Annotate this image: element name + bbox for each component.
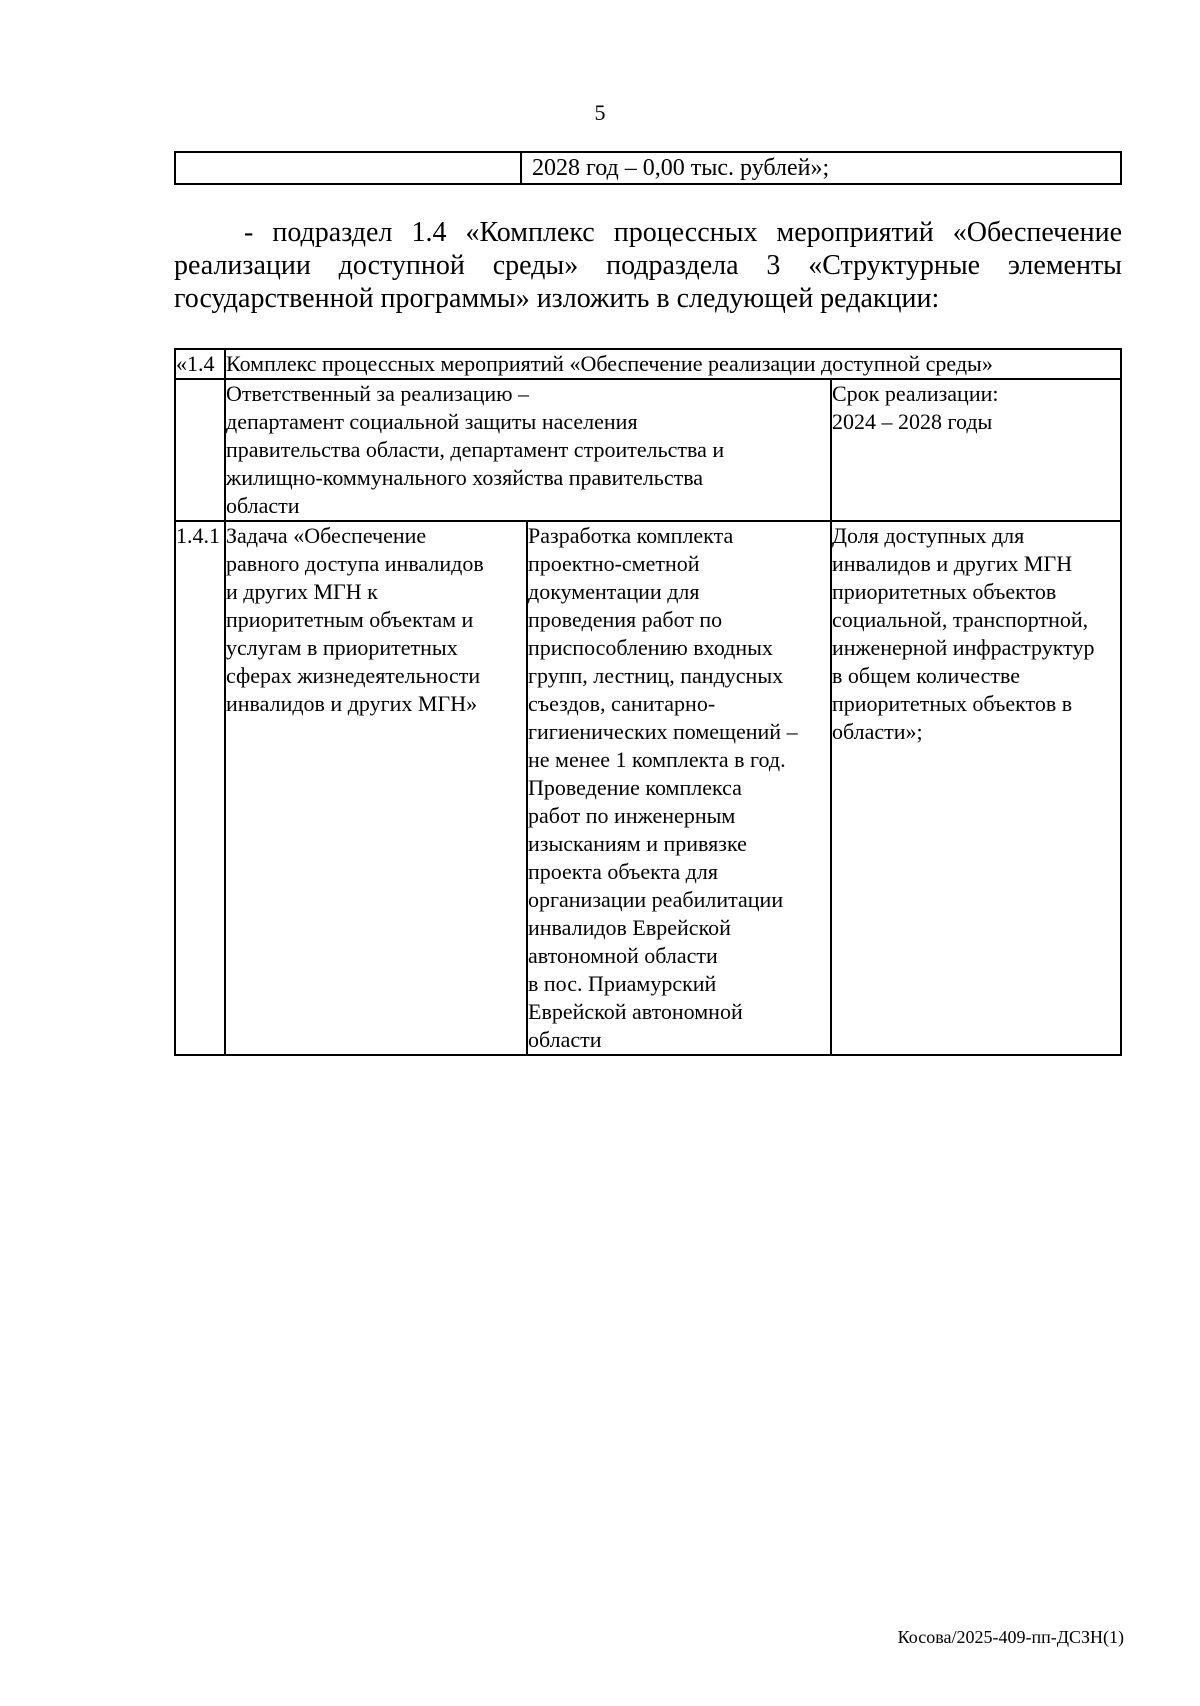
budget-value-cell: 2028 год – 0,00 тыс. рублей»;	[521, 152, 1121, 184]
actions-cell	[527, 521, 831, 1055]
page-number: 5	[594, 100, 606, 125]
section-number-cell: «1.4	[175, 349, 225, 379]
intro-paragraph: - подраздел 1.4 «Комплекс процессных мероприятий «Обеспечение реализации доступной среды» подраздела 3 «Структурные элементы государственной программы» изложить в следующей редакции:	[174, 217, 1122, 314]
structural-elements-table	[174, 348, 1122, 1056]
responsible-cell	[225, 379, 831, 521]
indicator-text: Доля доступных для инвалидов и других МГН приоритетных объектов социальной, транспортной, инженерной инфраструктур в общем количестве приоритетных объектов в области»;	[832, 523, 1095, 744]
table-row	[175, 521, 1121, 1055]
term-text: Срок реализации: 2024 – 2028 годы	[832, 381, 999, 434]
section-title-cell: Комплекс процессных мероприятий «Обеспечение реализации доступной среды»	[225, 349, 1121, 379]
term-cell	[831, 379, 1121, 521]
indicator-cell	[831, 521, 1121, 1055]
document-footer-code: Косова/2025-409-пп-ДСЗН(1)	[897, 1627, 1124, 1647]
budget-continuation-table	[174, 151, 1122, 185]
table-row	[175, 152, 1121, 184]
task-text: Задача «Обеспечение равного доступа инвалидов и других МГН к приоритетным объектам и услугам в приоритетных сферах жизнедеятельности инвалидов и других МГН»	[226, 523, 484, 716]
empty-number-cell	[175, 379, 225, 521]
budget-label-cell	[175, 152, 521, 184]
actions-text: Разработка комплекта проектно-сметной документации для проведения работ по приспособлению входных групп, лестниц, пандусных съездов, санитарно- гигиенических помещений – не менее 1 комплекта в год. Проведение комплекса работ по инженерным изысканиям и привязке проекта объекта для организации реабилитации инвалидов Еврейской автономной области в пос. Приамурский Еврейской автономной области	[528, 523, 798, 1052]
task-number-cell: 1.4.1	[175, 521, 225, 1055]
responsible-text: Ответственный за реализацию – департамент социальной защиты населения правительства области, департамент строительства и жилищно-коммунального хозяйства правительства области	[226, 381, 725, 518]
table-row	[175, 379, 1121, 521]
table-row	[175, 349, 1121, 379]
task-cell	[225, 521, 527, 1055]
